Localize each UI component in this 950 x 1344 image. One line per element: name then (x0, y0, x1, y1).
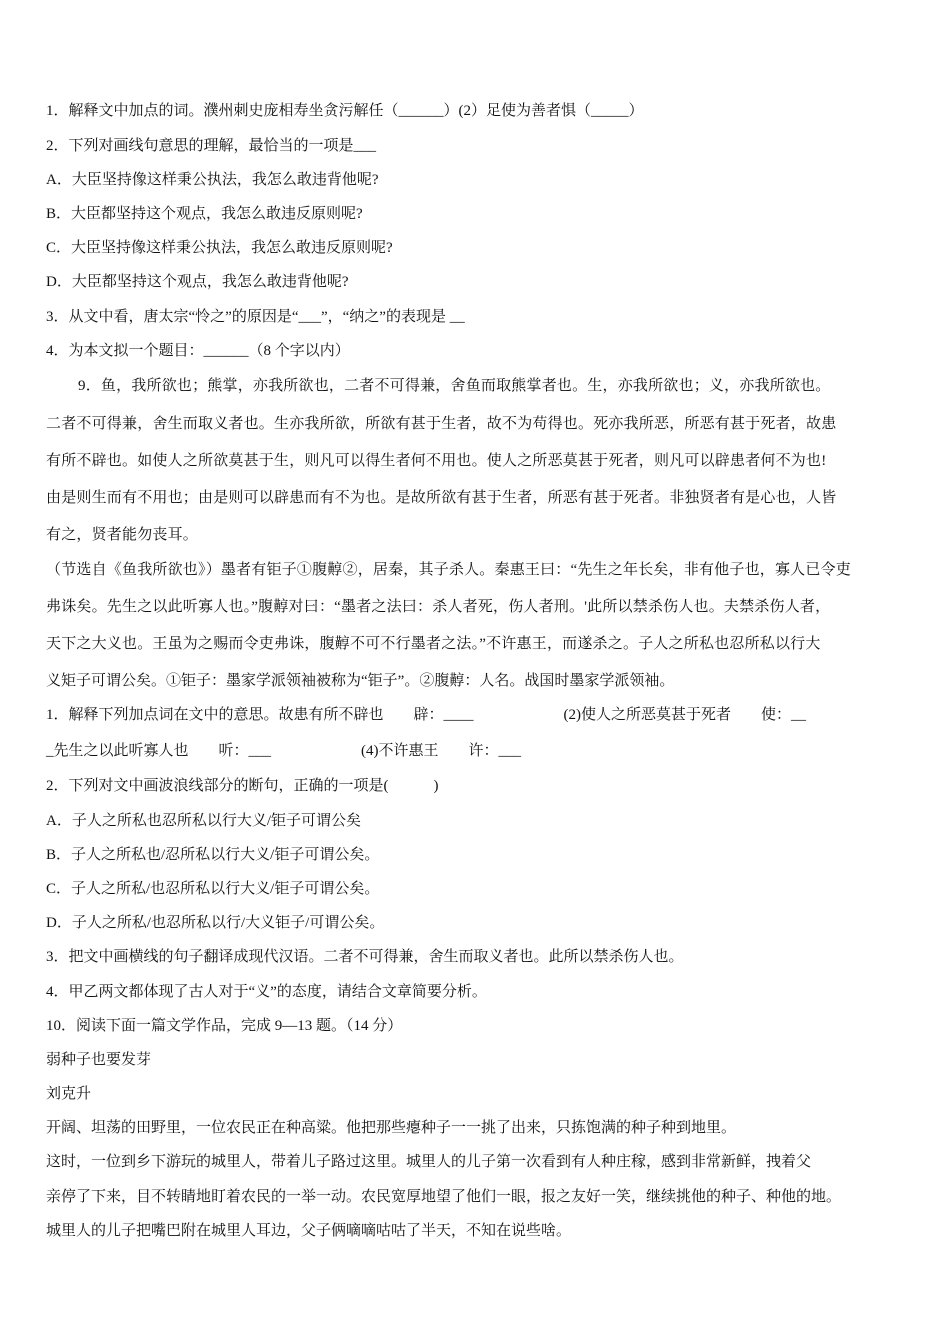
passage-line: 9．鱼，我所欲也；熊掌，亦我所欲也，二者不可得兼，舍鱼而取熊掌者也。生，亦我所欲也；义，亦我所欲也。 (78, 378, 831, 394)
option-d: D．子人之所私/也忍所私以行/大义钜子/可谓公矣。 (46, 915, 385, 931)
question-line: 3．把文中画横线的句子翻译成现代汉语。二者不可得兼，舍生而取义者也。此所以禁杀伤人也。 (46, 949, 684, 965)
question-10-heading: 10．阅读下面一篇文学作品，完成 9—13 题。（14 分） (46, 1018, 403, 1034)
story-paragraph: 开阔、坦荡的田野里，一位农民正在种高粱。他把那些瘪种子一一挑了出来，只拣饱满的种子种到地里。 (46, 1120, 737, 1136)
option-b: B．子人之所私也/忍所私以行大义/钜子可谓公矣。 (46, 847, 380, 863)
option-a: A．大臣坚持像这样秉公执法，我怎么敢违背他呢? (46, 172, 379, 188)
passage-line: 有所不辟也。如使人之所欲莫甚于生，则凡可以得生者何不用也。使人之所恶莫甚于死者，则凡可以辟患者何不为也! (46, 453, 827, 469)
option-a: A．子人之所私也忍所私以行大义/钜子可谓公矣 (46, 813, 362, 829)
passage-line: 由是则生而有不用也；由是则可以辟患而有不为也。是故所欲有甚于生者，所恶有甚于死者。非独贤者有是心也，人皆 (46, 490, 837, 506)
question-line: 4．甲乙两文都体现了古人对于“义”的态度，请结合文章简要分析。 (46, 984, 487, 1000)
passage-line: 天下之大义也。王虽为之赐而令吏弗诛，腹䵍不可不行墨者之法。”不许惠王，而遂杀之。子人之所私也忍所私以行大 (46, 636, 821, 652)
question-2-line: 2．下列对画线句意思的理解，最恰当的一项是___ (46, 138, 377, 154)
question-1-line: 1．解释文中加点的词。濮州刺史庞相寿坐贪污解任（______）(2）足使为善者惧（_____） (46, 103, 644, 119)
passage-line: 义矩子可谓公矣。①钜子：墨家学派领袖被称为“钜子”。②腹䵍：人名。战国时墨家学派领袖。 (46, 673, 675, 689)
story-paragraph: 城里人的儿子把嘴巴附在城里人耳边，父子俩嘀嘀咕咕了半天，不知在说些啥。 (46, 1223, 572, 1239)
question-line: _先生之以此听寡人也 听：___ (4)不许惠王 许：___ (46, 743, 521, 759)
story-author: 刘克升 (46, 1086, 92, 1102)
passage-line: 弗诛矣。先生之以此听寡人也。”腹䵍对曰：“墨者之法曰：杀人者死，伤人者刑。'此所以禁杀伤人也。夫禁杀伤人者， (46, 599, 831, 615)
option-b: B．大臣都坚持这个观点，我怎么敢违反原则呢? (46, 206, 363, 222)
question-4-line: 4．为本文拟一个题目：______（8 个字以内） (46, 343, 350, 359)
story-paragraph: 亲停了下来，目不转睛地盯着农民的一举一动。农民宽厚地望了他们一眼，报之友好一笑，继续挑他的种子、种他的地。 (46, 1189, 842, 1205)
option-c: C．大臣坚持像这样秉公执法，我怎么敢违反原则呢? (46, 240, 393, 256)
passage-line: （节选自《鱼我所欲也》）墨者有钜子①腹䵍②，居秦，其子杀人。秦惠王曰：“先生之年长矣，非有他子也，寡人已令吏 (46, 562, 851, 578)
question-3-line: 3．从文中看，唐太宗“怜之”的原因是“___”，“纳之”的表现是 __ (46, 309, 465, 325)
question-line: 2．下列对文中画波浪线部分的断句，正确的一项是( ) (46, 778, 439, 794)
story-title: 弱种子也要发芽 (46, 1052, 152, 1068)
option-c: C．子人之所私/也忍所私以行大义/钜子可谓公矣。 (46, 881, 380, 897)
option-d: D．大臣都坚持这个观点，我怎么敢违背他呢? (46, 274, 349, 290)
passage-line: 二者不可得兼，舍生而取义者也。生亦我所欲，所欲有甚于生者，故不为苟得也。死亦我所恶，所恶有甚于死者，故患 (46, 416, 837, 432)
passage-line: 有之，贤者能勿丧耳。 (46, 527, 199, 543)
question-line: 1．解释下列加点词在文中的意思。故患有所不辟也 辟：____ (2)使人之所恶莫甚于死者 使：__ (46, 707, 806, 723)
story-paragraph: 这时，一位到乡下游玩的城里人，带着儿子路过这里。城里人的儿子第一次看到有人种庄稼，感到非常新鲜，拽着父 (46, 1154, 812, 1170)
